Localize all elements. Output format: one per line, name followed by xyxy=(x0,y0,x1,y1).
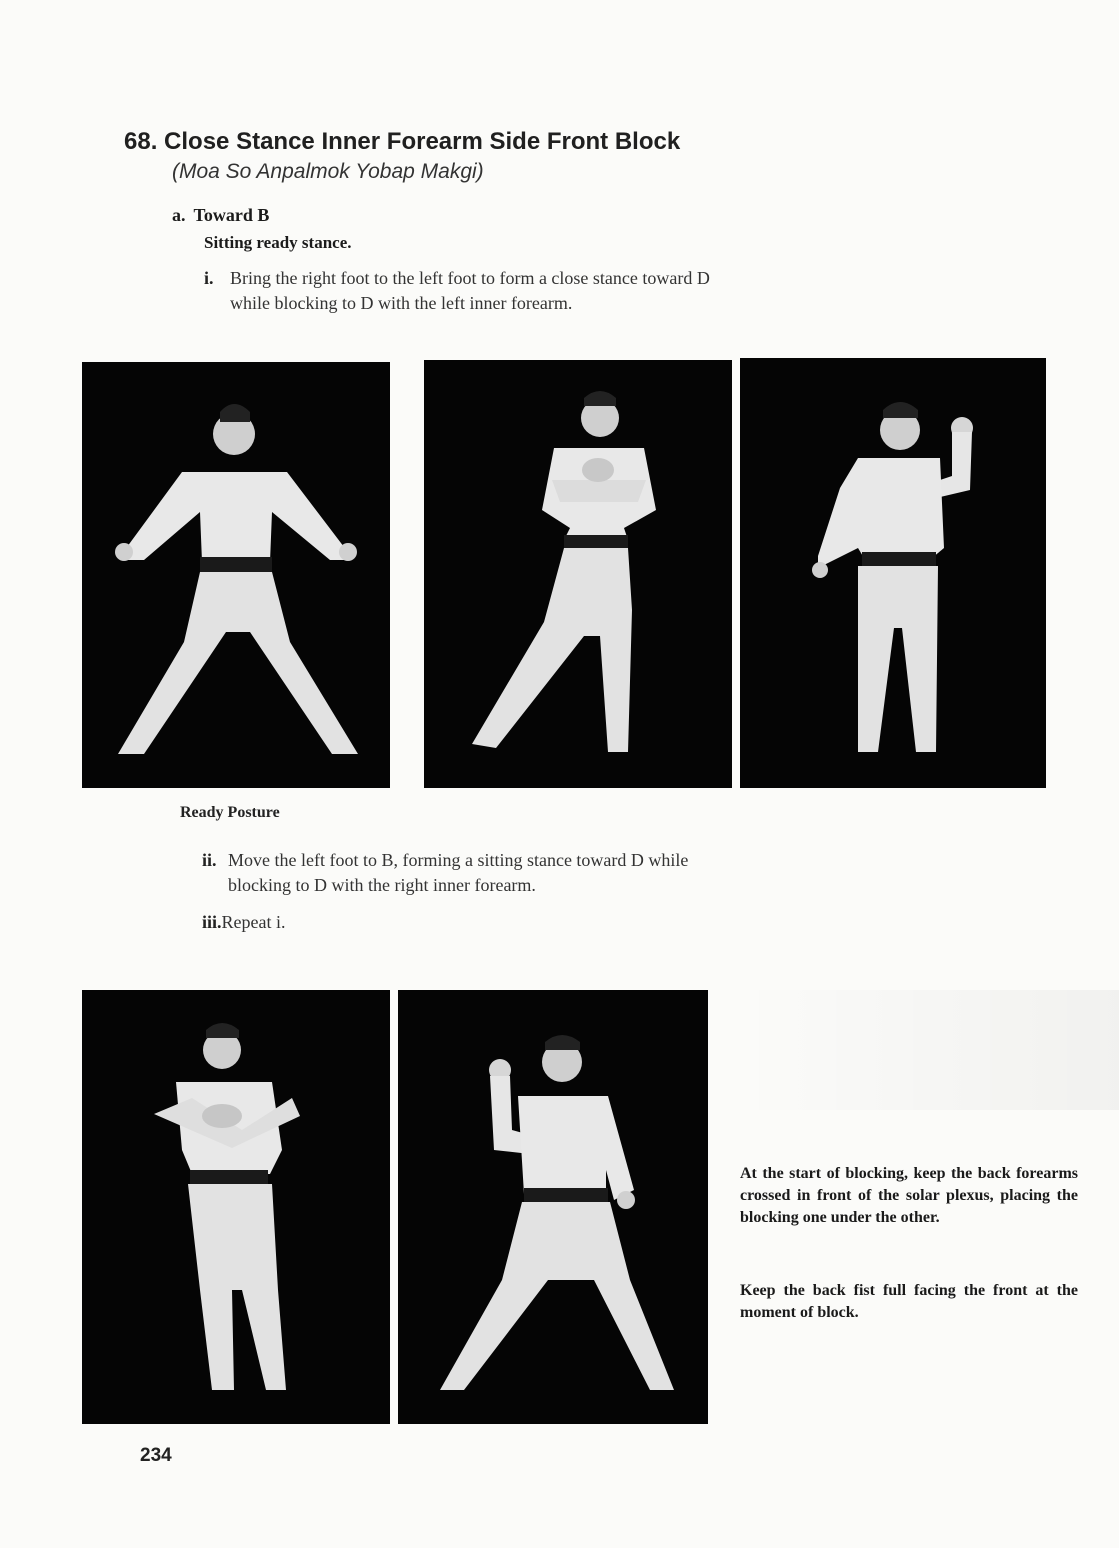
note-1: At the start of blocking, keep the back forearms crossed in front of the solar plexus, placing the blocking one under the other. xyxy=(740,1165,1078,1226)
photo-step-1a xyxy=(424,360,732,788)
part-heading-text: Toward B xyxy=(193,205,270,225)
step-3-text: Repeat i. xyxy=(221,912,286,932)
step-2-line-2: blocking to D with the right inner forearm. xyxy=(228,875,536,895)
step-2-line-1: Move the left foot to B, forming a sitting stance toward D while xyxy=(228,850,689,870)
page-number: 234 xyxy=(140,1445,172,1466)
section-title-text: Close Stance Inner Forearm Side Front Block xyxy=(164,128,681,155)
scan-shadow xyxy=(739,990,1119,1110)
photo-step-1b xyxy=(740,358,1046,788)
photo-ready-posture xyxy=(82,362,390,788)
photo-step-2b xyxy=(398,990,708,1424)
ready-stance: Sitting ready stance. xyxy=(204,233,352,252)
step-1 xyxy=(204,266,964,316)
step-1-number: i. xyxy=(204,268,214,288)
photo-step-2a xyxy=(82,990,390,1424)
photo-caption: Ready Posture xyxy=(180,804,280,821)
section-number: 68. xyxy=(124,128,158,155)
step-2-number: ii. xyxy=(202,850,217,870)
section-subtitle: (Moa So Anpalmok Yobap Makgi) xyxy=(172,160,484,183)
step-3-number: iii. xyxy=(202,912,222,932)
step-1-line-2: while blocking to D with the left inner forearm. xyxy=(230,293,573,313)
step-3 xyxy=(202,910,286,935)
step-1-line-1: Bring the right foot to the left foot to form a close stance toward D xyxy=(230,268,710,288)
part-label: a. xyxy=(172,205,186,225)
part-heading xyxy=(172,205,269,226)
note-2: Keep the back fist full facing the front at the moment of block. xyxy=(740,1282,1078,1321)
section-title xyxy=(124,128,680,156)
step-2 xyxy=(202,848,962,898)
